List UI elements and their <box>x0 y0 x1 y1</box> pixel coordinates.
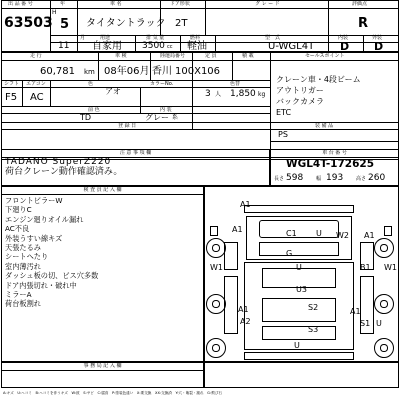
sales-point-3: バックカメラ <box>276 97 324 106</box>
left-side-panel <box>224 276 238 334</box>
damage-mark: U3 <box>296 285 307 294</box>
divider <box>1 106 270 107</box>
front-right-wheel <box>374 238 394 258</box>
damage-legend: A:キズ U:ヘコミ B:ヘコミを伴うキズ W:波 S:サビ C:腐食 P:塗装色違い X:要交換 XX:交換済 Y:穴・亀裂・割れ G:飛び石 <box>3 391 222 395</box>
inspection-item: ミラーA <box>5 290 32 300</box>
year-value: 5 <box>60 17 70 32</box>
divider <box>1 370 204 371</box>
inspection-item: 荷台板割れ <box>5 299 41 309</box>
fuel-label: 燃料 <box>190 35 201 41</box>
damage-mark: A2 <box>240 317 251 326</box>
mileage-value: 60,781 <box>40 66 75 77</box>
car-name-label: 車 名 <box>110 1 122 7</box>
inspection-title: 検 査 員 記 入 欄 <box>83 187 122 193</box>
inspection-list <box>5 196 98 309</box>
left-door <box>224 242 238 270</box>
damage-mark: S2 <box>308 303 319 312</box>
office-title: 事 務 局 記 入 欄 <box>83 363 122 369</box>
fuel-value: 軽油 <box>187 41 207 52</box>
office-frame-right <box>204 362 399 388</box>
inspection-item: 外装うすい線キズ <box>5 233 63 243</box>
damage-mark: S3 <box>308 325 319 334</box>
divider <box>1 87 270 88</box>
usage-value: 自家用 <box>92 41 122 52</box>
capacity-value: 3 <box>205 89 211 99</box>
divider <box>1 194 204 195</box>
height-value: 260 <box>368 173 386 183</box>
usage-label: 用途 <box>100 35 111 41</box>
inspection-item: シートへたり <box>5 252 49 262</box>
damage-mark: S1 <box>360 319 371 328</box>
chassis-title: 車 台 番 号 <box>322 150 347 156</box>
interior-score: D <box>340 40 350 53</box>
divider <box>205 0 206 35</box>
divider <box>180 35 181 52</box>
length-label: 長さ <box>274 176 285 182</box>
divider <box>135 35 136 52</box>
damage-mark: C1 <box>286 229 297 238</box>
color-label: 色 <box>88 81 94 87</box>
left-mirror <box>210 226 218 236</box>
sales-point-2: アウトリガー <box>276 86 324 95</box>
month-value: 11 <box>58 41 70 51</box>
divider <box>140 87 141 113</box>
shift-label: シフト <box>4 81 20 87</box>
rear-bumper <box>244 352 354 360</box>
damage-mark: G <box>286 249 293 258</box>
cab-roof <box>259 242 339 256</box>
inspection-item: エンジン廻りオイル漏れ <box>5 214 84 224</box>
damage-mark: U <box>376 319 382 328</box>
exterior-score: D <box>374 40 384 53</box>
right-mirror <box>384 226 392 236</box>
expiry-label: 車 検 <box>115 53 127 59</box>
displacement-value: 3500 <box>142 41 165 51</box>
sales-points-label: セールスポイント <box>305 53 345 59</box>
lot-number: 63503 <box>4 15 53 31</box>
sales-point-1: クレーン車・4段ビーム <box>276 75 361 84</box>
car-name-value: タイタントラック <box>86 18 166 29</box>
color-value: アオ <box>105 87 121 96</box>
damage-mark: W1 <box>210 263 223 272</box>
damage-mark: A1 <box>238 305 249 314</box>
color-change-label: 色替 <box>230 81 241 87</box>
dimensions: 100Ⅹ106 <box>175 66 221 77</box>
inspection-item: AC不良 <box>5 224 30 234</box>
divider <box>1 113 270 114</box>
divider <box>22 80 23 106</box>
bed-floor <box>262 298 336 322</box>
notes-title: 注 意 事 項 欄 <box>119 150 152 156</box>
load-value: 1,850 <box>230 89 256 99</box>
month-label: 月 <box>80 35 86 41</box>
displacement-label: 排 気 量 <box>146 35 165 41</box>
rear-right-wheel-2 <box>374 338 394 358</box>
capacity-label: 定 員 <box>205 53 217 59</box>
ac-label: エアコン <box>26 81 46 87</box>
year-label: 年 <box>60 1 66 7</box>
upholstery-label: 内 装 <box>160 107 172 113</box>
era-mark: H <box>52 9 57 16</box>
sales-point-4: ETC <box>276 108 292 117</box>
bed-rear <box>262 326 336 340</box>
prev-color-value: TD <box>80 113 92 122</box>
model-value: U-WGL4T <box>268 41 315 52</box>
color-code-label: カラーNo. <box>150 81 174 87</box>
displacement-unit: cc <box>167 44 173 50</box>
front-bumper <box>244 205 354 213</box>
score-label: 評価点 <box>352 1 368 7</box>
damage-mark: U <box>296 263 302 272</box>
damage-mark: B1 <box>360 263 371 272</box>
damage-mark: U <box>294 341 300 350</box>
damage-mark: A1 <box>232 225 243 234</box>
divider <box>232 52 233 80</box>
divider <box>270 141 399 142</box>
damage-mark: A1 <box>240 200 251 209</box>
model-label: 型 式 <box>265 35 281 41</box>
door-type-value: 2T <box>175 18 188 29</box>
shift-value: F5 <box>5 92 18 103</box>
inspection-item: ドア内張切れ・破れ中 <box>5 280 77 290</box>
front-left-wheel <box>206 238 226 258</box>
prev-color-label: 前 色 <box>88 107 100 113</box>
exterior-label: 外装 <box>372 35 383 41</box>
upholstery-suffix: 系 <box>172 114 179 121</box>
divider <box>77 0 78 52</box>
windshield <box>259 220 339 238</box>
score-value: R <box>358 16 369 31</box>
inspection-expiry: 08年06月 <box>104 66 150 77</box>
damage-mark: U <box>316 229 322 238</box>
divider <box>270 52 271 160</box>
registration-label: 登 録 日 <box>118 123 137 129</box>
chassis-number: WGL4T-172625 <box>286 158 375 170</box>
divider <box>50 80 51 106</box>
rear-left-wheel-2 <box>206 338 226 358</box>
damage-mark: W1 <box>384 263 397 272</box>
interior-label: 内装 <box>338 35 349 41</box>
inspection-item: 下廻りC <box>5 205 32 215</box>
equipment-value: PS <box>278 130 288 139</box>
notes-line-1: TADANO SuperZ220 <box>5 157 112 167</box>
plate-label: 陸運局番号 <box>160 53 186 59</box>
width-value: 193 <box>326 173 344 183</box>
load-label: 積 載 <box>242 53 254 59</box>
length-value: 598 <box>286 173 304 183</box>
damage-mark: W2 <box>336 231 349 240</box>
door-type-label: ドア形状 <box>170 1 190 7</box>
rear-right-wheel <box>374 294 394 314</box>
upholstery-value: グレー <box>145 113 169 122</box>
truck-diagram <box>204 186 399 362</box>
damage-mark: A1 <box>364 231 375 240</box>
mileage-label: 走 行 <box>30 53 42 59</box>
divider <box>1 129 399 130</box>
capacity-unit: 人 <box>215 91 222 98</box>
plate-area: 香川 <box>152 66 172 77</box>
load-unit: kg <box>258 91 266 98</box>
ac-value: AC <box>30 92 44 103</box>
width-label: 幅 <box>316 176 322 182</box>
mileage-unit: km <box>84 68 95 76</box>
notes-line-2: 荷台クレーン動作確認済み。 <box>5 167 123 177</box>
damage-mark: A1 <box>350 307 361 316</box>
height-label: 高さ <box>356 176 367 182</box>
divider <box>192 52 193 129</box>
grade-label: グ レ ー ド <box>255 1 280 7</box>
divider <box>150 52 151 80</box>
divider <box>98 52 99 80</box>
inspection-item: 天張たるみ <box>5 243 41 253</box>
inspection-item: 室内薄汚れ <box>5 261 41 271</box>
divider <box>270 122 399 123</box>
divider <box>363 35 364 52</box>
divider <box>215 35 216 52</box>
inspection-item: ダッシュ板の切、ビス穴多数 <box>5 271 99 281</box>
divider <box>1 8 399 9</box>
equipment-label: 装 備 品 <box>315 123 334 129</box>
rear-left-wheel <box>206 294 226 314</box>
inspection-item: フロントビラーW <box>5 196 63 205</box>
divider <box>1 60 399 61</box>
divider <box>328 0 329 52</box>
lot-label: 出 品 番 号 <box>8 1 33 7</box>
